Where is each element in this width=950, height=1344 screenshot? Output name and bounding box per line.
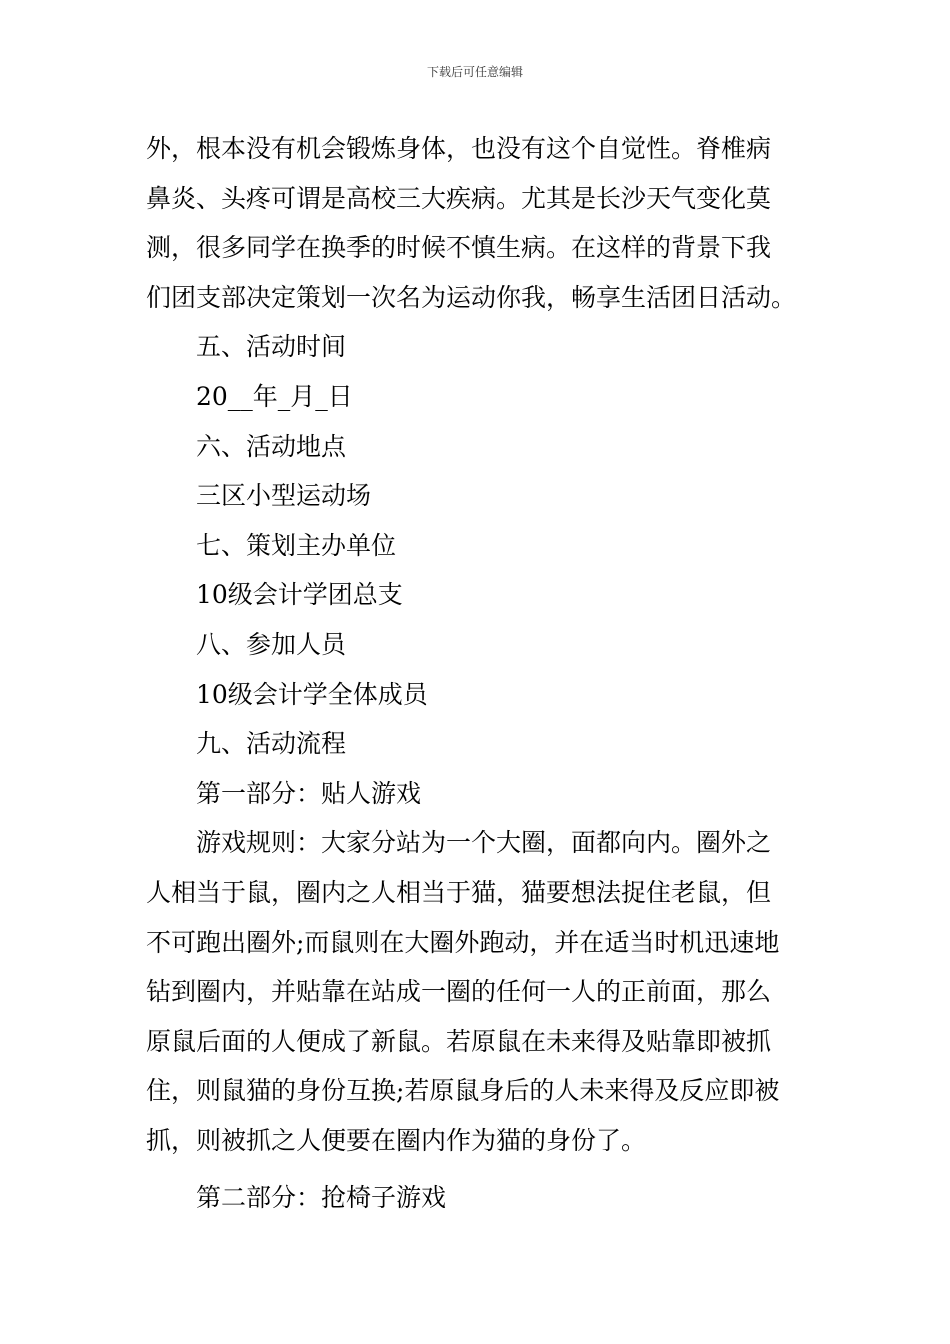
heading-activity-time: 五、活动时间 (196, 332, 347, 362)
activity-date: 20__年_月_日 (196, 381, 353, 411)
heading-activity-flow: 九、活动流程 (196, 729, 347, 759)
text-line: 抓，则被抓之人便要在圈内作为猫的身份了。 (146, 1125, 647, 1155)
text-line: 人相当于鼠，圈内之人相当于猫，猫要想法捉住老鼠，但 (146, 877, 772, 907)
document-body (146, 124, 806, 1223)
activity-location: 三区小型运动场 (196, 481, 372, 511)
page-header: 下载后可任意编辑 (426, 65, 523, 79)
text-line: 们团支部决定策划一次名为运动你我，畅享生活团日活动。 (146, 282, 797, 312)
heading-organizer: 七、策划主办单位 (196, 530, 397, 560)
heading-part-two: 第二部分：抢椅子游戏 (196, 1183, 447, 1213)
heading-part-one: 第一部分：贴人游戏 (196, 778, 422, 808)
organizer: 10级会计学团总支 (196, 580, 403, 610)
text-line: 鼻炎、头疼可谓是高校三大疾病。尤其是长沙天气变化莫 (146, 183, 772, 213)
text-line: 钻到圈内，并贴靠在站成一圈的任何一人的正前面，那么 (146, 977, 772, 1007)
text-line: 外，根本没有机会锻炼身体，也没有这个自觉性。脊椎病 (146, 134, 772, 163)
heading-activity-location: 六、活动地点 (196, 431, 347, 461)
paragraph-background (146, 124, 806, 322)
text-line: 住，则鼠猫的身份互换;若原鼠身后的人未来得及反应即被 (146, 1076, 780, 1106)
text-line: 不可跑出圈外;而鼠则在大圈外跑动，并在适当时机迅速地 (146, 927, 780, 957)
paragraph-game-rules (146, 818, 806, 1165)
heading-participants: 八、参加人员 (196, 629, 347, 659)
text-line: 原鼠后面的人便成了新鼠。若原鼠在未来得及贴靠即被抓 (146, 1026, 772, 1056)
participants: 10级会计学全体成员 (196, 679, 428, 709)
text-line: 游戏规则：大家分站为一个大圈，面都向内。圈外之 (196, 828, 772, 858)
text-line: 测，很多同学在换季的时候不慎生病。在这样的背景下我 (146, 233, 772, 263)
